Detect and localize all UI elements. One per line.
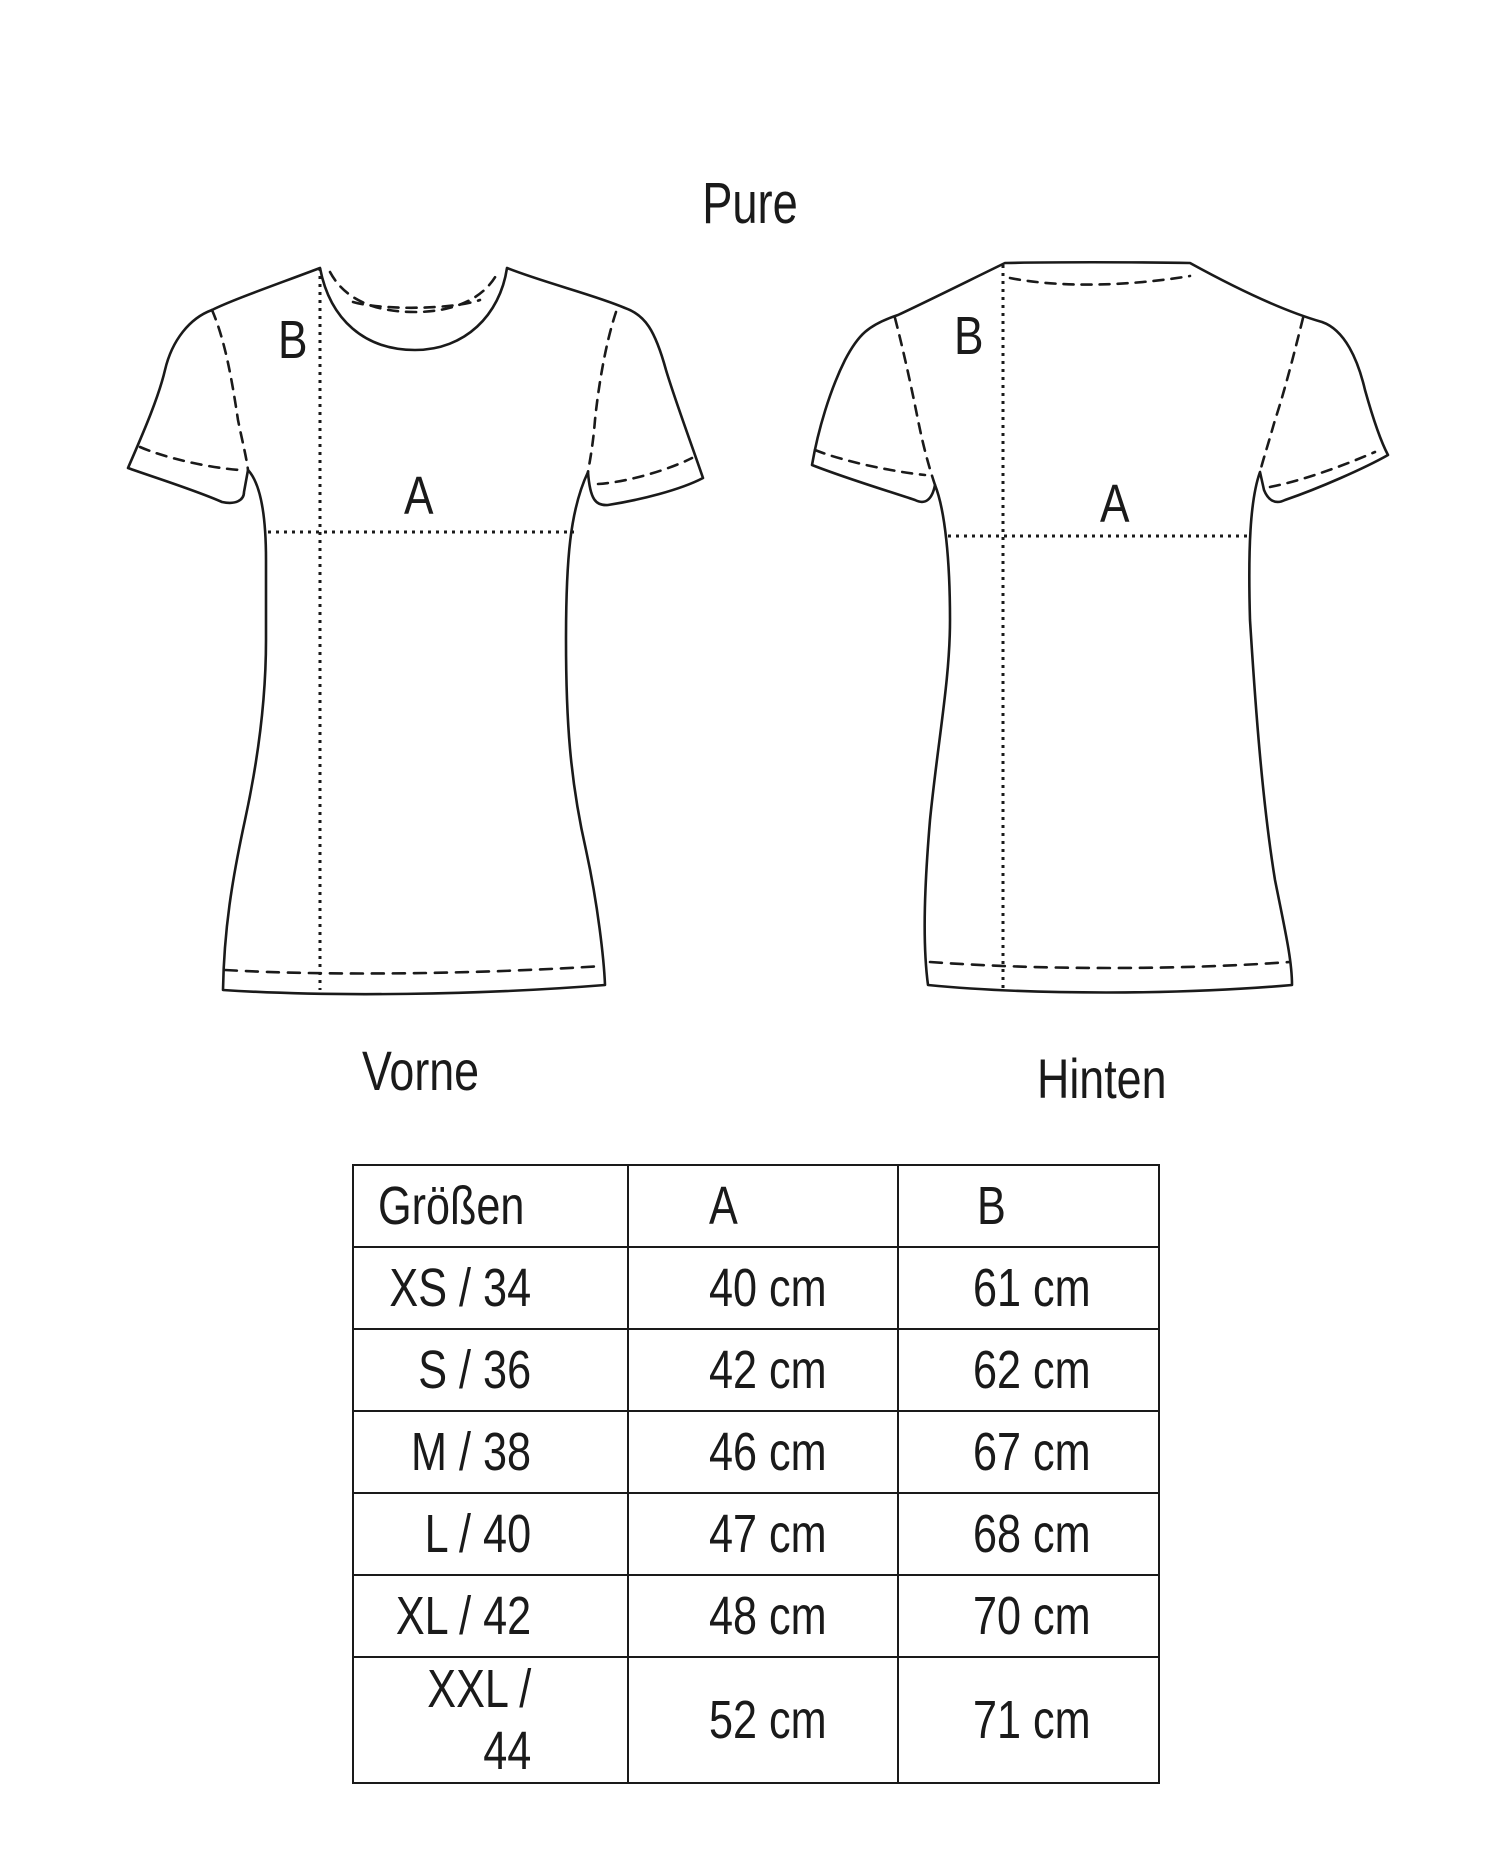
header-a: A bbox=[628, 1165, 898, 1247]
front-measure-a-label: A bbox=[404, 465, 434, 527]
table-row bbox=[353, 1575, 1159, 1657]
table-row bbox=[353, 1657, 1159, 1783]
front-view-shirt bbox=[128, 268, 703, 994]
front-right-sleeve-hem bbox=[598, 458, 692, 484]
measure-b-cell: 67 cm bbox=[898, 1411, 1159, 1493]
measure-b-cell: 68 cm bbox=[898, 1493, 1159, 1575]
front-neck-trim bbox=[330, 272, 498, 312]
header-b: B bbox=[898, 1165, 1159, 1247]
back-view-shirt bbox=[812, 262, 1388, 992]
back-right-armhole-seam bbox=[1260, 318, 1303, 472]
front-left-sleeve-hem bbox=[140, 447, 240, 470]
back-measure-b-label: B bbox=[954, 305, 984, 367]
measure-b-cell: 71 cm bbox=[898, 1657, 1159, 1783]
table-row bbox=[353, 1493, 1159, 1575]
front-shirt-outline bbox=[128, 268, 703, 994]
table-row bbox=[353, 1247, 1159, 1329]
back-measure-lines bbox=[948, 265, 1250, 990]
measure-a-cell: 42 cm bbox=[628, 1329, 898, 1411]
front-measure-b-label: B bbox=[278, 309, 308, 371]
measure-b-cell: 62 cm bbox=[898, 1329, 1159, 1411]
front-view-label: Vorne bbox=[362, 1039, 480, 1102]
table-header-row bbox=[353, 1165, 1159, 1247]
front-right-armhole-seam bbox=[588, 312, 616, 472]
size-cell: XL / 42 bbox=[353, 1575, 628, 1657]
measure-b-cell: 70 cm bbox=[898, 1575, 1159, 1657]
measure-a-cell: 46 cm bbox=[628, 1411, 898, 1493]
size-table bbox=[352, 1164, 1160, 1784]
size-cell: XXL / 44 bbox=[353, 1657, 628, 1783]
front-left-armhole-seam bbox=[212, 310, 248, 470]
size-cell: L / 40 bbox=[353, 1493, 628, 1575]
back-collar-seam bbox=[1010, 276, 1190, 285]
back-bottom-hem bbox=[930, 962, 1290, 968]
measure-a-cell: 48 cm bbox=[628, 1575, 898, 1657]
front-measure-lines bbox=[268, 268, 574, 990]
back-measure-a-label: A bbox=[1100, 473, 1130, 535]
table-row bbox=[353, 1329, 1159, 1411]
back-view-label: Hinten bbox=[1037, 1047, 1167, 1110]
page-title: Pure bbox=[702, 171, 798, 236]
size-cell: XS / 34 bbox=[353, 1247, 628, 1329]
measure-a-cell: 52 cm bbox=[628, 1657, 898, 1783]
back-shirt-outline bbox=[812, 262, 1388, 992]
size-cell: M / 38 bbox=[353, 1411, 628, 1493]
front-bottom-hem bbox=[225, 966, 602, 973]
measure-a-cell: 40 cm bbox=[628, 1247, 898, 1329]
measure-b-cell: 61 cm bbox=[898, 1247, 1159, 1329]
back-left-armhole-seam bbox=[895, 318, 935, 485]
size-cell: S / 36 bbox=[353, 1329, 628, 1411]
measure-a-cell: 47 cm bbox=[628, 1493, 898, 1575]
table-row bbox=[353, 1411, 1159, 1493]
header-sizes: Größen bbox=[353, 1165, 628, 1247]
front-neck-rib bbox=[353, 300, 480, 308]
